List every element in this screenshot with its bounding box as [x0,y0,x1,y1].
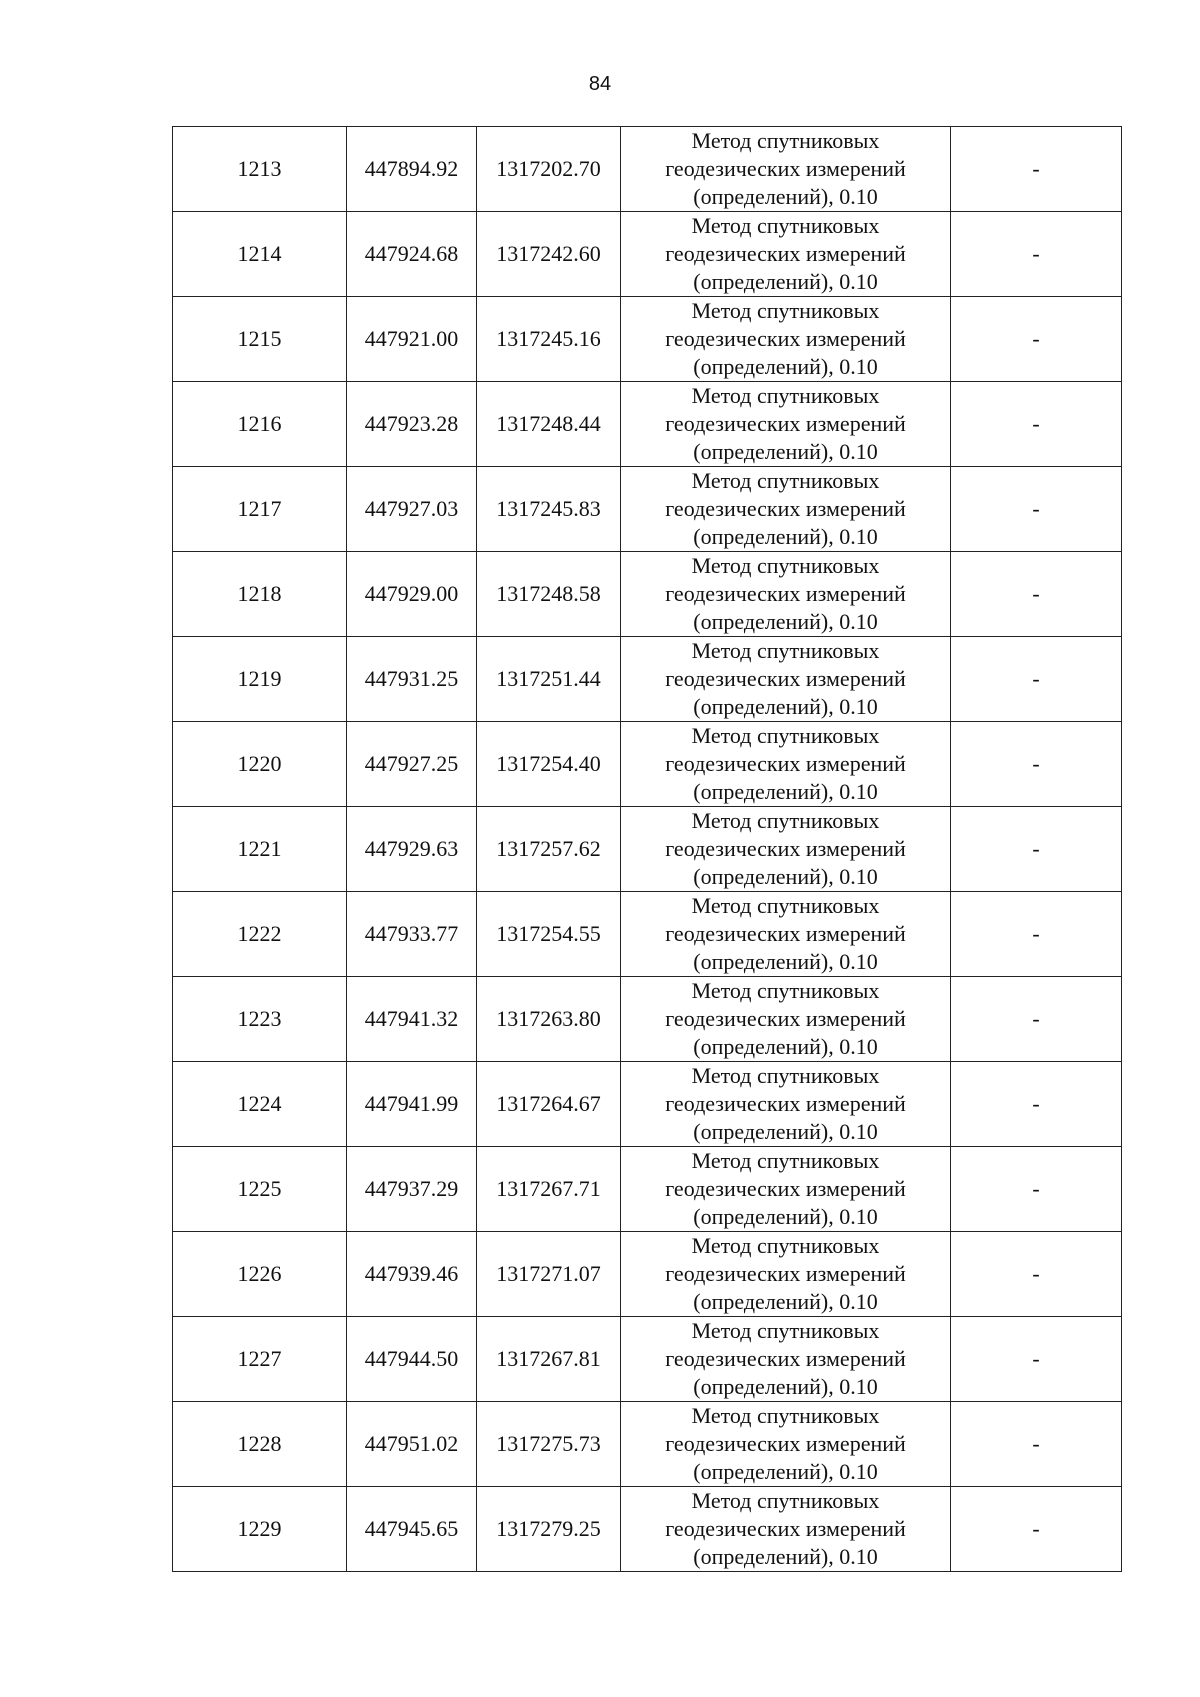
note-cell: - [951,807,1122,892]
method-cell [621,467,951,552]
method-cell [621,1317,951,1402]
table-row [173,637,1122,722]
point-number-cell: 1216 [173,382,347,467]
method-cell [621,1402,951,1487]
note-cell: - [951,722,1122,807]
method-line: Метод спутниковых [691,468,880,493]
y-coordinate-cell: 1317257.62 [477,807,621,892]
method-line: Метод спутниковых [691,213,880,238]
y-coordinate-cell: 1317242.60 [477,212,621,297]
method-cell [621,1147,951,1232]
y-coordinate-cell: 1317267.81 [477,1317,621,1402]
x-coordinate-cell: 447894.92 [347,127,477,212]
x-coordinate-cell: 447923.28 [347,382,477,467]
x-coordinate-cell: 447944.50 [347,1317,477,1402]
x-coordinate-cell: 447927.25 [347,722,477,807]
method-line: геодезических измерений [665,496,906,521]
method-cell [621,637,951,722]
table-row [173,1062,1122,1147]
method-line: (определений), 0.10 [693,779,878,804]
method-line: (определений), 0.10 [693,1374,878,1399]
x-coordinate-cell: 447929.00 [347,552,477,637]
point-number-cell: 1229 [173,1487,347,1572]
method-line: геодезических измерений [665,581,906,606]
method-line: (определений), 0.10 [693,694,878,719]
x-coordinate-cell: 447941.32 [347,977,477,1062]
note-cell: - [951,1487,1122,1572]
point-number-cell: 1223 [173,977,347,1062]
method-line: (определений), 0.10 [693,269,878,294]
note-cell: - [951,1402,1122,1487]
method-line: Метод спутниковых [691,1148,880,1173]
method-line: геодезических измерений [665,1006,906,1031]
table-row [173,977,1122,1062]
table-row [173,212,1122,297]
table-row [173,382,1122,467]
method-line: геодезических измерений [665,411,906,436]
point-number-cell: 1217 [173,467,347,552]
method-cell [621,722,951,807]
x-coordinate-cell: 447933.77 [347,892,477,977]
note-cell: - [951,212,1122,297]
method-line: Метод спутниковых [691,128,880,153]
point-number-cell: 1227 [173,1317,347,1402]
y-coordinate-cell: 1317245.16 [477,297,621,382]
note-cell: - [951,637,1122,722]
method-cell [621,552,951,637]
method-cell [621,127,951,212]
method-cell [621,297,951,382]
method-line: (определений), 0.10 [693,609,878,634]
point-number-cell: 1226 [173,1232,347,1317]
x-coordinate-cell: 447945.65 [347,1487,477,1572]
x-coordinate-cell: 447931.25 [347,637,477,722]
table-row [173,1487,1122,1572]
x-coordinate-cell: 447929.63 [347,807,477,892]
y-coordinate-cell: 1317202.70 [477,127,621,212]
x-coordinate-cell: 447951.02 [347,1402,477,1487]
method-line: (определений), 0.10 [693,1544,878,1569]
note-cell: - [951,467,1122,552]
method-line: геодезических измерений [665,241,906,266]
point-number-cell: 1225 [173,1147,347,1232]
table-row [173,722,1122,807]
method-line: геодезических измерений [665,1261,906,1286]
method-cell [621,1487,951,1572]
y-coordinate-cell: 1317267.71 [477,1147,621,1232]
table-row [173,1232,1122,1317]
y-coordinate-cell: 1317254.40 [477,722,621,807]
x-coordinate-cell: 447924.68 [347,212,477,297]
method-line: (определений), 0.10 [693,949,878,974]
y-coordinate-cell: 1317275.73 [477,1402,621,1487]
method-line: (определений), 0.10 [693,1204,878,1229]
method-line: (определений), 0.10 [693,1034,878,1059]
method-line: геодезических измерений [665,1176,906,1201]
method-line: геодезических измерений [665,666,906,691]
method-line: геодезических измерений [665,1516,906,1541]
table-row [173,1147,1122,1232]
y-coordinate-cell: 1317245.83 [477,467,621,552]
x-coordinate-cell: 447937.29 [347,1147,477,1232]
point-number-cell: 1213 [173,127,347,212]
coordinates-table-body [173,127,1122,1572]
method-line: геодезических измерений [665,1431,906,1456]
point-number-cell: 1222 [173,892,347,977]
method-line: (определений), 0.10 [693,1289,878,1314]
method-line: геодезических измерений [665,836,906,861]
point-number-cell: 1215 [173,297,347,382]
note-cell: - [951,1147,1122,1232]
method-cell [621,977,951,1062]
method-line: Метод спутниковых [691,978,880,1003]
y-coordinate-cell: 1317271.07 [477,1232,621,1317]
y-coordinate-cell: 1317251.44 [477,637,621,722]
method-line: Метод спутниковых [691,638,880,663]
method-cell [621,892,951,977]
note-cell: - [951,1317,1122,1402]
table-row [173,1402,1122,1487]
page-number: 84 [588,73,612,95]
y-coordinate-cell: 1317263.80 [477,977,621,1062]
note-cell: - [951,892,1122,977]
method-line: Метод спутниковых [691,893,880,918]
method-line: геодезических измерений [665,326,906,351]
point-number-cell: 1220 [173,722,347,807]
method-line: (определений), 0.10 [693,524,878,549]
method-line: геодезических измерений [665,1346,906,1371]
table-row [173,552,1122,637]
x-coordinate-cell: 447941.99 [347,1062,477,1147]
method-line: (определений), 0.10 [693,1459,878,1484]
point-number-cell: 1218 [173,552,347,637]
table-row [173,1317,1122,1402]
method-line: (определений), 0.10 [693,1119,878,1144]
y-coordinate-cell: 1317254.55 [477,892,621,977]
method-line: (определений), 0.10 [693,439,878,464]
method-cell [621,807,951,892]
note-cell: - [951,127,1122,212]
y-coordinate-cell: 1317279.25 [477,1487,621,1572]
point-number-cell: 1219 [173,637,347,722]
method-line: Метод спутниковых [691,383,880,408]
note-cell: - [951,1062,1122,1147]
method-line: Метод спутниковых [691,1063,880,1088]
table-row [173,892,1122,977]
method-line: Метод спутниковых [691,298,880,323]
method-line: геодезических измерений [665,156,906,181]
method-line: Метод спутниковых [691,723,880,748]
method-line: Метод спутниковых [691,1318,880,1343]
method-line: (определений), 0.10 [693,184,878,209]
table-row [173,297,1122,382]
note-cell: - [951,977,1122,1062]
method-cell [621,1232,951,1317]
method-cell [621,212,951,297]
coordinates-table [172,126,1122,1572]
table-row [173,467,1122,552]
table-row [173,807,1122,892]
method-cell [621,382,951,467]
method-line: (определений), 0.10 [693,354,878,379]
method-line: Метод спутниковых [691,1403,880,1428]
note-cell: - [951,1232,1122,1317]
point-number-cell: 1228 [173,1402,347,1487]
method-line: Метод спутниковых [691,1488,880,1513]
method-line: (определений), 0.10 [693,864,878,889]
note-cell: - [951,552,1122,637]
y-coordinate-cell: 1317264.67 [477,1062,621,1147]
x-coordinate-cell: 447939.46 [347,1232,477,1317]
method-line: Метод спутниковых [691,1233,880,1258]
y-coordinate-cell: 1317248.58 [477,552,621,637]
point-number-cell: 1221 [173,807,347,892]
point-number-cell: 1224 [173,1062,347,1147]
y-coordinate-cell: 1317248.44 [477,382,621,467]
note-cell: - [951,297,1122,382]
x-coordinate-cell: 447927.03 [347,467,477,552]
x-coordinate-cell: 447921.00 [347,297,477,382]
table-row [173,127,1122,212]
point-number-cell: 1214 [173,212,347,297]
method-cell [621,1062,951,1147]
note-cell: - [951,382,1122,467]
method-line: геодезических измерений [665,751,906,776]
method-line: геодезических измерений [665,921,906,946]
method-line: геодезических измерений [665,1091,906,1116]
method-line: Метод спутниковых [691,808,880,833]
method-line: Метод спутниковых [691,553,880,578]
